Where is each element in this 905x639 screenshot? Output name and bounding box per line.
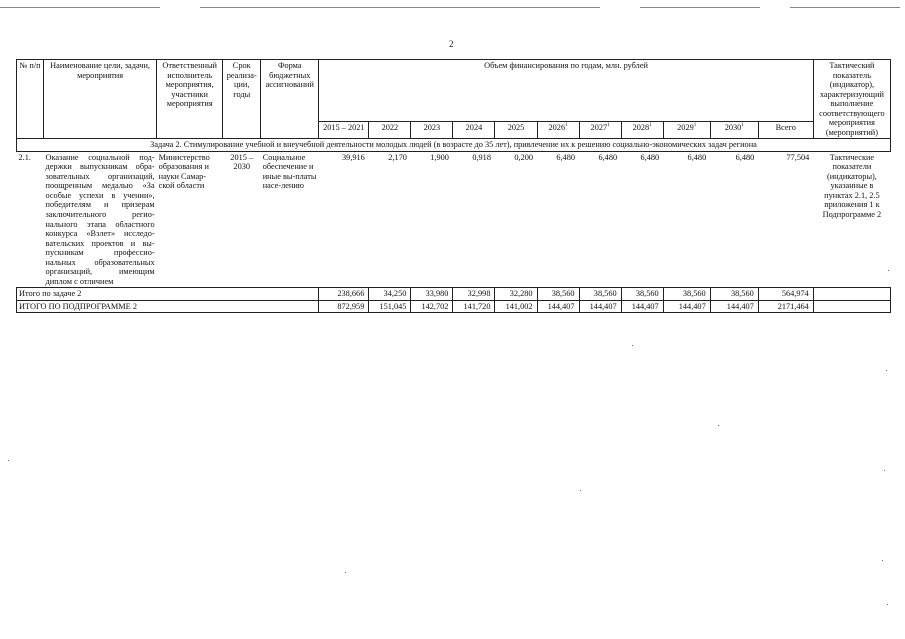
task-total-value: 238,666 [319, 288, 369, 301]
scan-speck [882, 560, 883, 561]
program-total-value: 142,702 [411, 300, 453, 313]
scan-line [790, 7, 900, 8]
task-title: Задача 2. Стимулирование учебной и внеучебной деятельности молодых людей (в возрасте до 35 лет), привлечение их к решению социально-экономических задач региона [17, 139, 891, 152]
year-header: 2028$^1$ [621, 122, 663, 139]
row-value: 6,480 [687, 152, 707, 162]
scan-line [0, 7, 160, 8]
year-header: 2026$^1$ [537, 122, 579, 139]
header-num: № п/п [17, 60, 44, 139]
program-total-value: 151,045 [369, 300, 411, 313]
program-total-value: 872,959 [319, 300, 369, 313]
row-value: 1,900 [430, 152, 449, 162]
scan-line [200, 7, 600, 8]
task-total-value: 564,974 [758, 288, 813, 301]
header-executor: Ответственный исполнитель мероприятия, участники мероприятия [157, 60, 223, 139]
task-total-value: 33,980 [411, 288, 453, 301]
row-term: 2015 – 2030 [230, 152, 254, 172]
year-header: 2024 [453, 122, 495, 139]
page-number: 2 [449, 39, 454, 49]
header-term: Срок реализа-ции, годы [223, 60, 261, 139]
row-value: 6,480 [640, 152, 660, 162]
row-indicator: Тактические показатели (индикаторы), указанные в пунктах 2.1, 2.5 приложения 1 к Подпрограмме 2 [822, 152, 882, 219]
financing-table [16, 59, 891, 313]
row-value: 0,918 [472, 152, 491, 162]
row-value: 6,480 [556, 152, 576, 162]
task-total-value: 38,560 [663, 288, 710, 301]
task-total-value: 32,280 [495, 288, 537, 301]
task-total-label: Итого по задаче 2 [17, 288, 319, 301]
year-header: 2030$^1$ [710, 122, 758, 139]
row-name: Оказание социальной под-держки выпускникам обра-зовательных организаций, поощренным медалью «За особые успехи в учении», победителям и призерам заключительного регио-нального этапа областного конкурса «Взлет» исследо-вательских проектов и вы-пускникам профессио-нальных образовательных организаций, имеющим диплом с отличием [45, 152, 155, 286]
scan-speck [345, 572, 346, 573]
row-value: 77,504 [786, 152, 810, 162]
year-header: 2027$^1$ [579, 122, 621, 139]
task-total-value: 34,250 [369, 288, 411, 301]
year-header: 2029$^1$ [663, 122, 710, 139]
year-header: 2015 – 2021 [319, 122, 369, 139]
row-value: 6,480 [735, 152, 755, 162]
row-num: 2.1. [18, 152, 31, 162]
program-total-value: 144,407 [579, 300, 621, 313]
task-total-value: 38,560 [537, 288, 579, 301]
scan-line [640, 7, 760, 8]
program-total-value: 144,407 [537, 300, 579, 313]
row-value: 0,200 [514, 152, 534, 162]
header-financing: Объем финансирования по годам, млн. рублей [319, 60, 814, 122]
year-header: Всего [758, 122, 813, 139]
header-indicator: Тактический показатель (индикатор), характеризующий выполнение соответствующего мероприятия (мероприятий) [813, 60, 890, 139]
scan-speck [8, 460, 9, 461]
row-executor: Министерство образования и науки Самар-ской области [158, 152, 210, 191]
row-form: Социальное обеспечение и иные вы-платы насе-лению [262, 152, 317, 191]
program-total-value: 144,407 [663, 300, 710, 313]
header-name: Наименование цели, задачи, мероприятия [44, 60, 157, 139]
scan-speck [887, 604, 888, 605]
row-value: 39,916 [342, 152, 365, 162]
program-total-value: 141,002 [495, 300, 537, 313]
program-total-value: 2171,464 [758, 300, 813, 313]
task-total-value: 32,998 [453, 288, 495, 301]
year-header: 2023 [411, 122, 453, 139]
scan-speck [718, 425, 719, 426]
scan-speck [632, 345, 633, 346]
task-total-value: 38,560 [710, 288, 758, 301]
row-value: 6,480 [598, 152, 618, 162]
program-total-value: 144,407 [710, 300, 758, 313]
year-header: 2025 [495, 122, 537, 139]
scan-speck [886, 370, 887, 371]
program-total-label: ИТОГО ПО ПОДПРОГРАММЕ 2 [17, 300, 319, 313]
task-total-value: 38,560 [579, 288, 621, 301]
program-total-value: 144,407 [621, 300, 663, 313]
task-total-value: 38,560 [621, 288, 663, 301]
program-total-value: 141,720 [453, 300, 495, 313]
header-form: Форма бюджетных ассигнований [261, 60, 319, 139]
scan-speck [884, 470, 885, 471]
scan-speck [580, 490, 581, 491]
year-header: 2022 [369, 122, 411, 139]
row-value: 2,170 [388, 152, 407, 162]
